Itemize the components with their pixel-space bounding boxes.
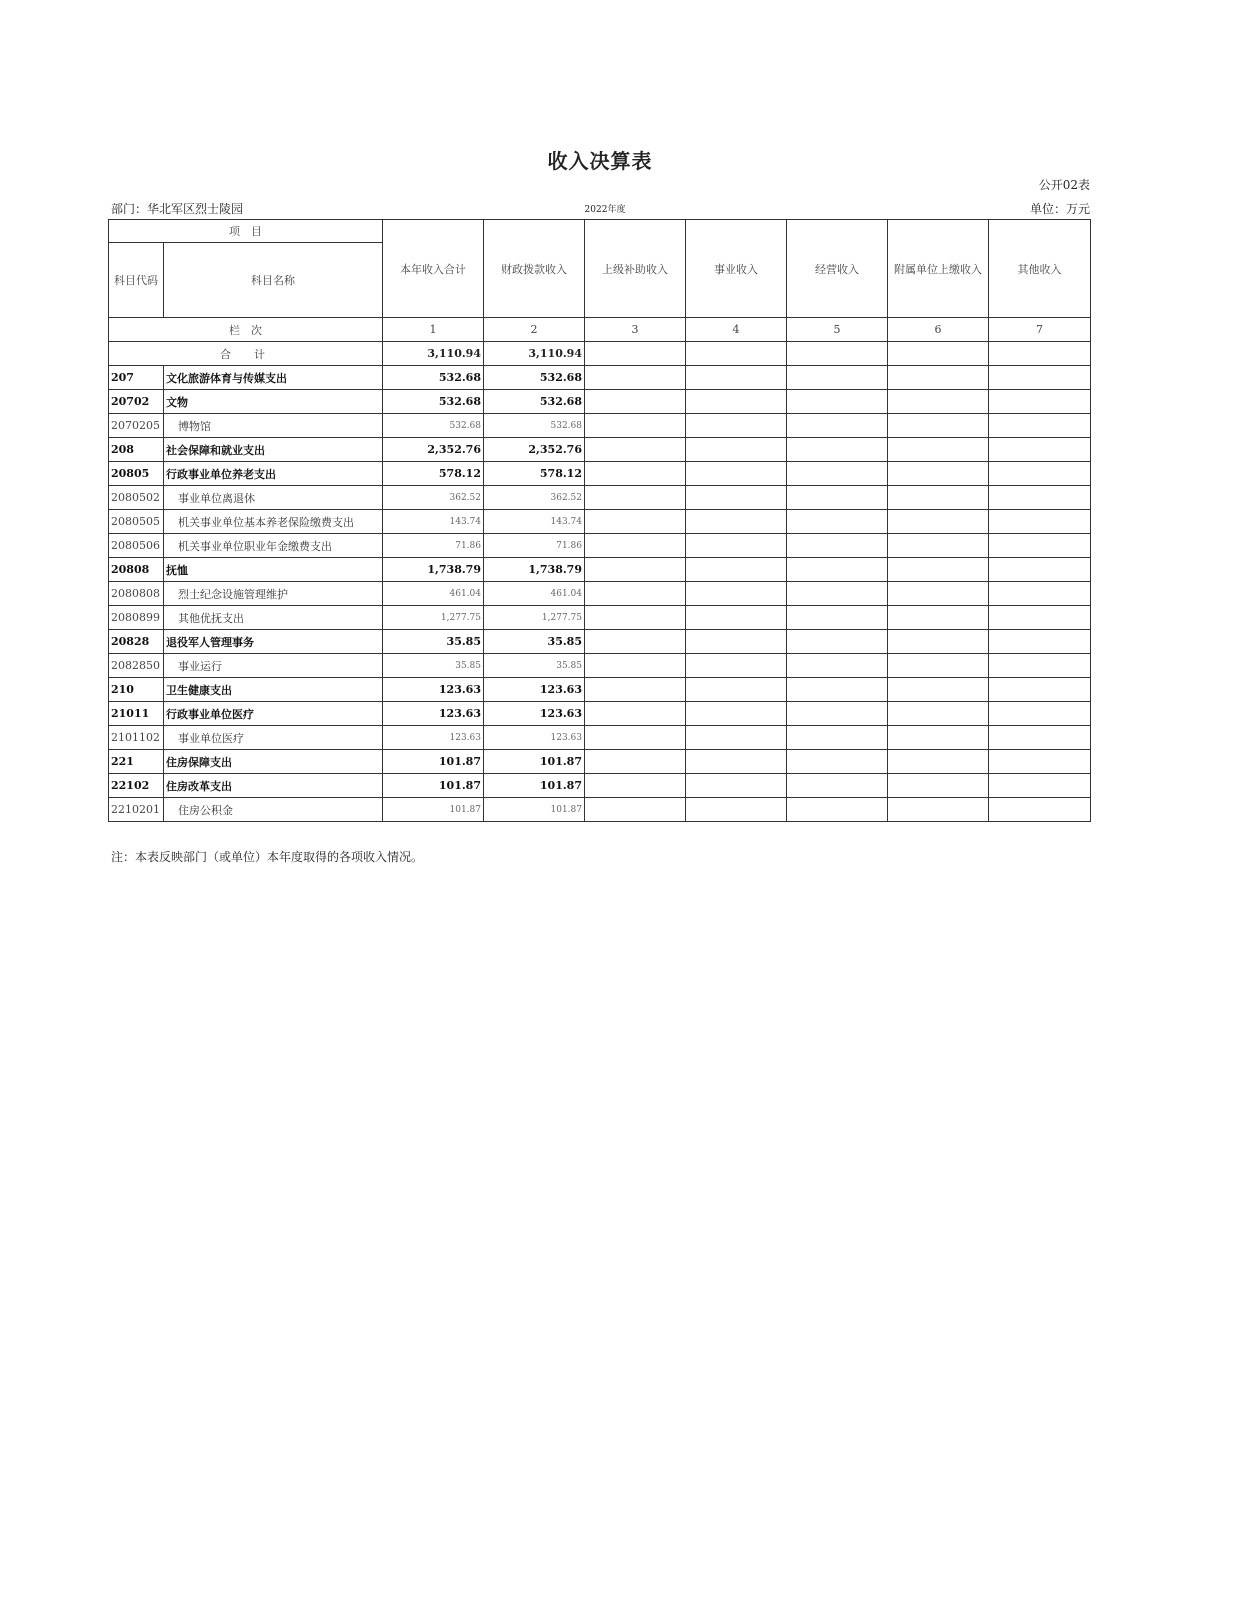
empty-cell bbox=[888, 366, 989, 390]
income-total-value: 1,277.75 bbox=[383, 606, 484, 630]
subject-code: 2080505 bbox=[109, 510, 164, 534]
sequence-number: 2 bbox=[484, 318, 585, 342]
header-project: 项 目 bbox=[109, 220, 383, 243]
empty-cell bbox=[787, 798, 888, 822]
empty-cell bbox=[888, 798, 989, 822]
empty-cell bbox=[787, 702, 888, 726]
total-fiscal-income: 3,110.94 bbox=[484, 342, 585, 366]
empty-cell bbox=[686, 630, 787, 654]
table-row bbox=[109, 702, 1091, 726]
empty-cell bbox=[787, 726, 888, 750]
empty-cell bbox=[585, 582, 686, 606]
empty-cell bbox=[888, 582, 989, 606]
empty-cell bbox=[686, 390, 787, 414]
empty-cell bbox=[888, 342, 989, 366]
empty-cell bbox=[686, 438, 787, 462]
fiscal-income-value: 35.85 bbox=[484, 630, 585, 654]
empty-cell bbox=[989, 438, 1091, 462]
column-header-3: 上级补助收入 bbox=[585, 220, 686, 318]
subject-code: 208 bbox=[109, 438, 164, 462]
column-header-5: 经营收入 bbox=[787, 220, 888, 318]
income-total-value: 362.52 bbox=[383, 486, 484, 510]
empty-cell bbox=[686, 654, 787, 678]
subject-name: 抚恤 bbox=[164, 558, 383, 582]
empty-cell bbox=[787, 534, 888, 558]
empty-cell bbox=[585, 486, 686, 510]
income-total-value: 123.63 bbox=[383, 702, 484, 726]
empty-cell bbox=[686, 486, 787, 510]
total-income-sum: 3,110.94 bbox=[383, 342, 484, 366]
empty-cell bbox=[787, 366, 888, 390]
table-body bbox=[109, 220, 1091, 822]
total-row bbox=[109, 342, 1091, 366]
fiscal-income-value: 71.86 bbox=[484, 534, 585, 558]
income-total-value: 2,352.76 bbox=[383, 438, 484, 462]
empty-cell bbox=[888, 606, 989, 630]
income-total-value: 143.74 bbox=[383, 510, 484, 534]
fiscal-income-value: 101.87 bbox=[484, 750, 585, 774]
table-row bbox=[109, 798, 1091, 822]
income-total-value: 578.12 bbox=[383, 462, 484, 486]
income-total-value: 101.87 bbox=[383, 750, 484, 774]
empty-cell bbox=[989, 342, 1091, 366]
sequence-label: 栏 次 bbox=[109, 318, 383, 342]
empty-cell bbox=[888, 774, 989, 798]
subject-code: 20702 bbox=[109, 390, 164, 414]
header-name: 科目名称 bbox=[164, 243, 383, 318]
empty-cell bbox=[686, 414, 787, 438]
table-row bbox=[109, 534, 1091, 558]
subject-code: 2210201 bbox=[109, 798, 164, 822]
income-total-value: 532.68 bbox=[383, 390, 484, 414]
table-row bbox=[109, 366, 1091, 390]
subject-code: 2082850 bbox=[109, 654, 164, 678]
empty-cell bbox=[787, 438, 888, 462]
empty-cell bbox=[585, 366, 686, 390]
sequence-number: 3 bbox=[585, 318, 686, 342]
empty-cell bbox=[686, 582, 787, 606]
income-total-value: 123.63 bbox=[383, 726, 484, 750]
table-row bbox=[109, 606, 1091, 630]
empty-cell bbox=[686, 678, 787, 702]
table-row bbox=[109, 654, 1091, 678]
subject-name: 事业单位离退休 bbox=[164, 486, 383, 510]
column-header-7: 其他收入 bbox=[989, 220, 1091, 318]
header-code: 科目代码 bbox=[109, 243, 164, 318]
empty-cell bbox=[888, 390, 989, 414]
income-total-value: 35.85 bbox=[383, 630, 484, 654]
empty-cell bbox=[585, 558, 686, 582]
empty-cell bbox=[787, 414, 888, 438]
empty-cell bbox=[585, 414, 686, 438]
empty-cell bbox=[989, 486, 1091, 510]
table-row bbox=[109, 414, 1091, 438]
empty-cell bbox=[787, 606, 888, 630]
empty-cell bbox=[585, 510, 686, 534]
empty-cell bbox=[989, 582, 1091, 606]
empty-cell bbox=[888, 462, 989, 486]
empty-cell bbox=[585, 678, 686, 702]
subject-code: 2101102 bbox=[109, 726, 164, 750]
subject-name: 事业运行 bbox=[164, 654, 383, 678]
empty-cell bbox=[989, 366, 1091, 390]
sequence-number: 7 bbox=[989, 318, 1091, 342]
subject-name: 社会保障和就业支出 bbox=[164, 438, 383, 462]
subject-name: 行政事业单位养老支出 bbox=[164, 462, 383, 486]
empty-cell bbox=[787, 462, 888, 486]
fiscal-income-value: 1,277.75 bbox=[484, 606, 585, 630]
empty-cell bbox=[787, 558, 888, 582]
income-table bbox=[108, 219, 1091, 822]
empty-cell bbox=[787, 630, 888, 654]
empty-cell bbox=[888, 486, 989, 510]
empty-cell bbox=[686, 774, 787, 798]
empty-cell bbox=[989, 510, 1091, 534]
subject-code: 2080506 bbox=[109, 534, 164, 558]
empty-cell bbox=[989, 606, 1091, 630]
column-header-4: 事业收入 bbox=[686, 220, 787, 318]
fiscal-income-value: 362.52 bbox=[484, 486, 585, 510]
subject-name: 机关事业单位职业年金缴费支出 bbox=[164, 534, 383, 558]
subject-code: 21011 bbox=[109, 702, 164, 726]
empty-cell bbox=[989, 798, 1091, 822]
empty-cell bbox=[787, 654, 888, 678]
table-row bbox=[109, 582, 1091, 606]
sequence-number: 4 bbox=[686, 318, 787, 342]
income-total-value: 101.87 bbox=[383, 774, 484, 798]
empty-cell bbox=[888, 654, 989, 678]
income-total-value: 35.85 bbox=[383, 654, 484, 678]
income-total-value: 532.68 bbox=[383, 414, 484, 438]
sequence-number: 6 bbox=[888, 318, 989, 342]
empty-cell bbox=[585, 390, 686, 414]
subject-code: 20828 bbox=[109, 630, 164, 654]
fiscal-income-value: 123.63 bbox=[484, 702, 585, 726]
fiscal-income-value: 532.68 bbox=[484, 366, 585, 390]
empty-cell bbox=[989, 462, 1091, 486]
empty-cell bbox=[989, 774, 1091, 798]
table-note: 注：本表反映部门（或单位）本年度取得的各项收入情况。 bbox=[111, 850, 424, 864]
empty-cell bbox=[989, 558, 1091, 582]
empty-cell bbox=[888, 558, 989, 582]
subject-name: 烈士纪念设施管理维护 bbox=[164, 582, 383, 606]
income-total-value: 532.68 bbox=[383, 366, 484, 390]
income-total-value: 101.87 bbox=[383, 798, 484, 822]
subject-name: 其他优抚支出 bbox=[164, 606, 383, 630]
empty-cell bbox=[989, 678, 1091, 702]
subject-name: 文物 bbox=[164, 390, 383, 414]
subject-name: 退役军人管理事务 bbox=[164, 630, 383, 654]
empty-cell bbox=[787, 750, 888, 774]
fiscal-income-value: 532.68 bbox=[484, 390, 585, 414]
empty-cell bbox=[686, 534, 787, 558]
sequence-row bbox=[109, 318, 1091, 342]
subject-code: 22102 bbox=[109, 774, 164, 798]
subject-name: 行政事业单位医疗 bbox=[164, 702, 383, 726]
empty-cell bbox=[888, 414, 989, 438]
income-total-value: 1,738.79 bbox=[383, 558, 484, 582]
sequence-number: 5 bbox=[787, 318, 888, 342]
income-total-value: 71.86 bbox=[383, 534, 484, 558]
subject-name: 事业单位医疗 bbox=[164, 726, 383, 750]
income-total-value: 461.04 bbox=[383, 582, 484, 606]
empty-cell bbox=[686, 702, 787, 726]
empty-cell bbox=[585, 654, 686, 678]
empty-cell bbox=[686, 606, 787, 630]
column-header-6: 附属单位上缴收入 bbox=[888, 220, 989, 318]
empty-cell bbox=[585, 798, 686, 822]
sequence-number: 1 bbox=[383, 318, 484, 342]
subject-code: 2070205 bbox=[109, 414, 164, 438]
fiscal-income-value: 35.85 bbox=[484, 654, 585, 678]
empty-cell bbox=[787, 486, 888, 510]
empty-cell bbox=[888, 726, 989, 750]
empty-cell bbox=[585, 750, 686, 774]
subject-code: 221 bbox=[109, 750, 164, 774]
empty-cell bbox=[888, 534, 989, 558]
subject-code: 2080808 bbox=[109, 582, 164, 606]
empty-cell bbox=[787, 582, 888, 606]
income-total-value: 123.63 bbox=[383, 678, 484, 702]
empty-cell bbox=[585, 462, 686, 486]
empty-cell bbox=[686, 798, 787, 822]
fiscal-income-value: 101.87 bbox=[484, 774, 585, 798]
empty-cell bbox=[787, 678, 888, 702]
form-number: 公开02表 bbox=[1038, 178, 1090, 192]
empty-cell bbox=[989, 414, 1091, 438]
empty-cell bbox=[585, 606, 686, 630]
subject-name: 住房改革支出 bbox=[164, 774, 383, 798]
empty-cell bbox=[888, 630, 989, 654]
empty-cell bbox=[585, 630, 686, 654]
table-row bbox=[109, 510, 1091, 534]
header-row-top bbox=[109, 220, 1091, 243]
empty-cell bbox=[686, 342, 787, 366]
empty-cell bbox=[989, 750, 1091, 774]
page-title: 收入决算表 bbox=[547, 149, 653, 173]
empty-cell bbox=[888, 750, 989, 774]
empty-cell bbox=[989, 726, 1091, 750]
subject-name: 机关事业单位基本养老保险缴费支出 bbox=[164, 510, 383, 534]
fiscal-income-value: 2,352.76 bbox=[484, 438, 585, 462]
empty-cell bbox=[787, 390, 888, 414]
subject-code: 2080899 bbox=[109, 606, 164, 630]
empty-cell bbox=[686, 510, 787, 534]
empty-cell bbox=[585, 534, 686, 558]
empty-cell bbox=[888, 678, 989, 702]
unit-label: 单位：万元 bbox=[1029, 202, 1090, 216]
fiscal-income-value: 143.74 bbox=[484, 510, 585, 534]
subject-code: 207 bbox=[109, 366, 164, 390]
empty-cell bbox=[585, 726, 686, 750]
empty-cell bbox=[787, 342, 888, 366]
empty-cell bbox=[787, 774, 888, 798]
subject-code: 20808 bbox=[109, 558, 164, 582]
fiscal-income-value: 123.63 bbox=[484, 678, 585, 702]
table-row bbox=[109, 774, 1091, 798]
empty-cell bbox=[585, 438, 686, 462]
empty-cell bbox=[989, 390, 1091, 414]
empty-cell bbox=[686, 750, 787, 774]
column-header-2: 财政拨款收入 bbox=[484, 220, 585, 318]
empty-cell bbox=[888, 510, 989, 534]
fiscal-income-value: 461.04 bbox=[484, 582, 585, 606]
empty-cell bbox=[888, 438, 989, 462]
fiscal-income-value: 532.68 bbox=[484, 414, 585, 438]
empty-cell bbox=[686, 462, 787, 486]
table-row bbox=[109, 750, 1091, 774]
subject-code: 210 bbox=[109, 678, 164, 702]
fiscal-income-value: 123.63 bbox=[484, 726, 585, 750]
subject-name: 文化旅游体育与传媒支出 bbox=[164, 366, 383, 390]
fiscal-income-value: 1,738.79 bbox=[484, 558, 585, 582]
empty-cell bbox=[686, 558, 787, 582]
fiscal-year-label: 2022年度 bbox=[584, 205, 626, 215]
table-row bbox=[109, 486, 1091, 510]
subject-name: 博物馆 bbox=[164, 414, 383, 438]
subject-code: 2080502 bbox=[109, 486, 164, 510]
empty-cell bbox=[585, 702, 686, 726]
column-header-1: 本年收入合计 bbox=[383, 220, 484, 318]
empty-cell bbox=[989, 534, 1091, 558]
table-row bbox=[109, 390, 1091, 414]
empty-cell bbox=[585, 342, 686, 366]
empty-cell bbox=[989, 630, 1091, 654]
fiscal-income-value: 101.87 bbox=[484, 798, 585, 822]
table-row bbox=[109, 630, 1091, 654]
subject-name: 卫生健康支出 bbox=[164, 678, 383, 702]
empty-cell bbox=[989, 654, 1091, 678]
empty-cell bbox=[585, 774, 686, 798]
empty-cell bbox=[686, 726, 787, 750]
subject-name: 住房公积金 bbox=[164, 798, 383, 822]
table-row bbox=[109, 678, 1091, 702]
table-row bbox=[109, 438, 1091, 462]
empty-cell bbox=[787, 510, 888, 534]
table-row bbox=[109, 558, 1091, 582]
subject-name: 住房保障支出 bbox=[164, 750, 383, 774]
table-row bbox=[109, 462, 1091, 486]
subject-code: 20805 bbox=[109, 462, 164, 486]
table-row bbox=[109, 726, 1091, 750]
empty-cell bbox=[888, 702, 989, 726]
department-label: 部门：华北军区烈士陵园 bbox=[111, 202, 244, 216]
empty-cell bbox=[989, 702, 1091, 726]
fiscal-income-value: 578.12 bbox=[484, 462, 585, 486]
empty-cell bbox=[686, 366, 787, 390]
total-label: 合 计 bbox=[109, 342, 383, 366]
